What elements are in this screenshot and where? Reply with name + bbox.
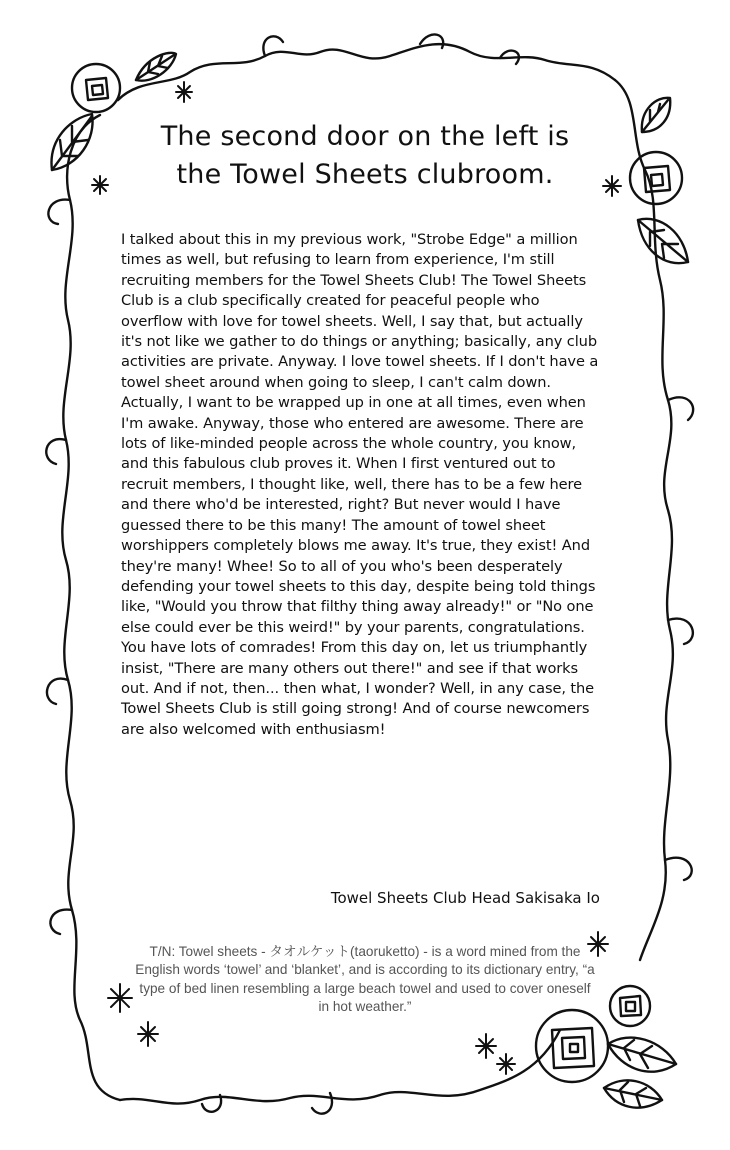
leaf-icon <box>608 1038 676 1072</box>
leaf-icon <box>52 114 93 170</box>
leaf-icon <box>638 219 688 263</box>
page-title <box>120 118 610 194</box>
rose-icon <box>536 1010 608 1082</box>
leaf-icon <box>604 1080 662 1107</box>
title-line-1: The second door on the left is <box>160 121 570 152</box>
rose-icon <box>72 64 120 112</box>
translator-note: T/N: Towel sheets - タオルケット(taoruketto) - is a word mined from the English words ‘towel’ and ‘blanket’, and is according to its dictionary entry, “a type of bed linen resembling a large beach towel and used to cover oneself in hot weather.” <box>135 944 595 1015</box>
leaf-icon <box>136 53 176 81</box>
rose-icon <box>610 986 650 1026</box>
rose-icon <box>630 152 682 204</box>
body-paragraph: I talked about this in my previous work, "Strobe Edge" a million times as well, but refusing to learn from experience, I'm still recruiting members for the Towel Sheets Club! The Towel Sheets Club is a club specifically created for peaceful people who overflow with love for towel sheets. Well, I say that, but actually it's not like we gather to do things or anything; basically, any club activities are private. Anyway. I love towel sheets. If I don't have a towel sheet around when going to sleep, I can't calm down. Actually, I want to be wrapped up in one at all times, even when I'm awake. Anyway, those who entered are awesome. There are lots of like-minded people across the whole country, you know, and this fabulous club proves it. When I first ventured out to recruit members, I thought like, well, there has to be a few here and there who'd be interested, right? But never would I have guessed there to be this many! The amount of towel sheet worshippers completely blows me away. It's true, they exist! And they're many! Whee! So to all of you who's been desperately defending your towel sheets to this day, despite being told things like, "Would you throw that filthy thing away already!" or "No one else could ever be this weird!" by your parents, congratulations. You have lots of comrades! From this day on, let us triumphantly insist, "There are many others out there!" and see if that works out. And if not, then... then what, I wonder? Well, in any case, the Towel Sheets Club is still going strong! And of course newcomers are also welcomed with enthusiasm! <box>121 231 599 738</box>
leaf-icon <box>642 98 670 132</box>
title-line-2: the Towel Sheets clubroom. <box>176 159 554 190</box>
signature: Towel Sheets Club Head Sakisaka Io <box>330 889 600 907</box>
